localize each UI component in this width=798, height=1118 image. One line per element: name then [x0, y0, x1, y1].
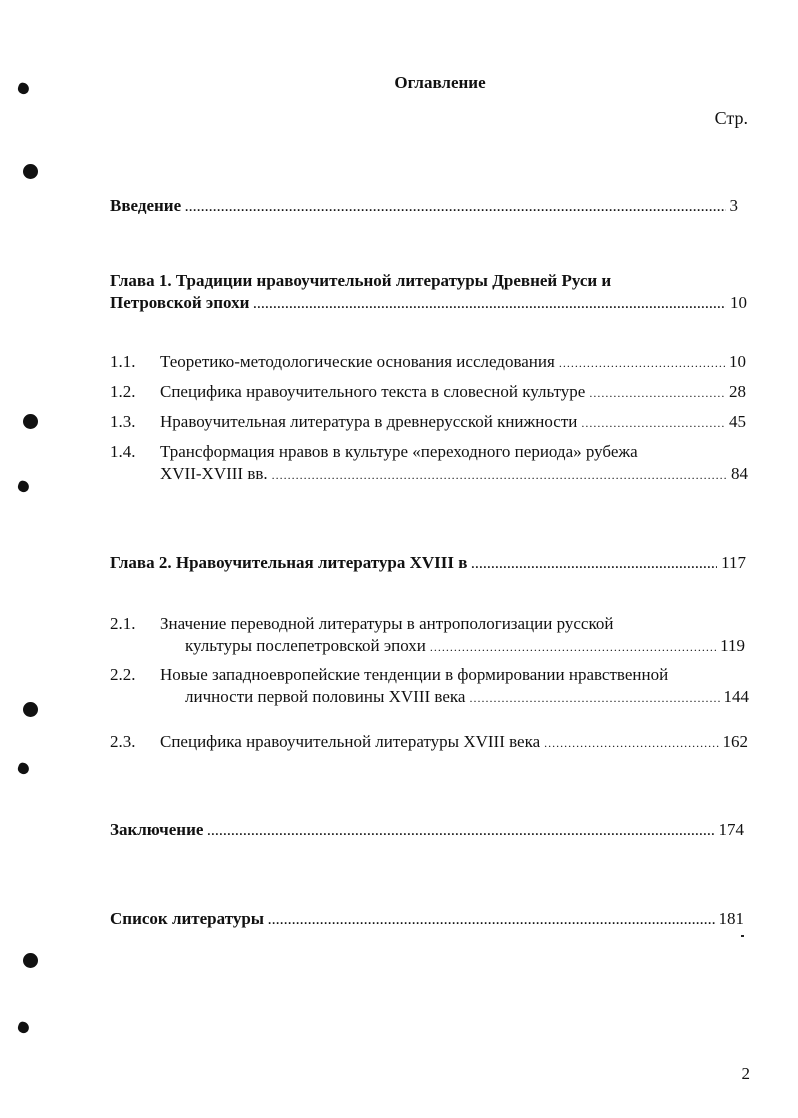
toc-entry-page: 144: [723, 687, 749, 706]
section-title-line1: Значение переводной литературы в антропологизации русской: [160, 614, 614, 633]
toc-entry-label: культуры послепетровской эпохи: [185, 636, 426, 655]
toc-entry-section: [160, 732, 748, 752]
dot-leader: [471, 557, 717, 572]
scan-speck: [741, 935, 744, 937]
toc-entry-label: Петровской эпохи: [110, 293, 250, 312]
toc-entry-label: Заключение: [110, 820, 204, 839]
section-number: 1.3.: [110, 412, 136, 431]
toc-entry-label: XVII-XVIII вв.: [160, 464, 268, 483]
binding-hole: [23, 164, 38, 179]
section-number: 1.2.: [110, 382, 136, 401]
toc-entry-label: Введение: [110, 196, 182, 215]
toc-entry-label: личности первой половины XVIII века: [185, 687, 466, 706]
toc-entry-page: 10: [730, 293, 747, 312]
toc-entry-section: [160, 464, 748, 484]
section-number: 2.3.: [110, 732, 136, 751]
toc-entry-label: Теоретико-методологические основания исследования: [160, 352, 555, 371]
toc-entry-page: 162: [722, 732, 748, 751]
dot-leader: [581, 416, 725, 431]
section-title-line1: Новые западноевропейские тенденции в формировании нравственной: [160, 665, 669, 684]
dot-leader: [544, 736, 718, 751]
toc-entry-intro: [110, 196, 738, 216]
toc-entry-page: 181: [718, 909, 744, 928]
toc-entry-label: Специфика нравоучительного текста в словесной культуре: [160, 382, 586, 401]
dot-leader: [207, 824, 714, 839]
toc-entry-chapter1: [110, 293, 747, 313]
toc-entry-chapter2: [110, 553, 746, 573]
dot-leader: [430, 640, 716, 655]
toc-entry-page: 3: [729, 196, 738, 215]
toc-entry-conclusion: [110, 820, 744, 840]
toc-entry-section: [160, 352, 746, 372]
page-title: Оглавление: [394, 73, 486, 92]
binding-hole: [23, 702, 38, 717]
punch-mark: [16, 1020, 30, 1034]
dot-leader: [185, 200, 725, 215]
dot-leader: [272, 468, 727, 483]
toc-entry-page: 10: [729, 352, 746, 371]
dot-leader: [589, 386, 725, 401]
section-number: 2.2.: [110, 665, 136, 684]
section-title-line1: Трансформация нравов в культуре «переходного периода» рубежа: [160, 442, 638, 461]
dot-leader: [469, 691, 719, 706]
section-number: 1.1.: [110, 352, 136, 371]
toc-entry-page: 119: [720, 636, 745, 655]
section-number: 1.4.: [110, 442, 136, 461]
section-number: 2.1.: [110, 614, 136, 633]
punch-mark: [16, 479, 30, 493]
chapter1-title-line1: Глава 1. Традиции нравоучительной литературы Древней Руси и: [110, 271, 612, 290]
toc-entry-page: 174: [718, 820, 744, 839]
toc-entry-bibliography: [110, 909, 744, 929]
toc-entry-label: Список литературы: [110, 909, 265, 928]
toc-entry-label: Специфика нравоучительной литературы XVIII века: [160, 732, 541, 751]
dot-leader: [268, 913, 714, 928]
toc-entry-section: [160, 382, 746, 402]
page-number: 2: [741, 1064, 750, 1083]
binding-hole: [23, 414, 38, 429]
page-column-label: Стр.: [714, 108, 748, 128]
punch-mark: [16, 761, 30, 775]
dot-leader: [559, 356, 725, 371]
toc-entry-label: Глава 2. Нравоучительная литература XVIII в: [110, 553, 468, 572]
toc-entry-section: [160, 412, 746, 432]
toc-entry-page: 28: [729, 382, 746, 401]
toc-entry-page: 84: [731, 464, 748, 483]
toc-entry-section: [185, 687, 749, 707]
toc-entry-section: [185, 636, 745, 656]
toc-entry-page: 45: [729, 412, 746, 431]
dot-leader: [253, 297, 726, 312]
toc-entry-label: Нравоучительная литература в древнерусской книжности: [160, 412, 578, 431]
toc-entry-page: 117: [721, 553, 746, 572]
binding-hole: [23, 953, 38, 968]
